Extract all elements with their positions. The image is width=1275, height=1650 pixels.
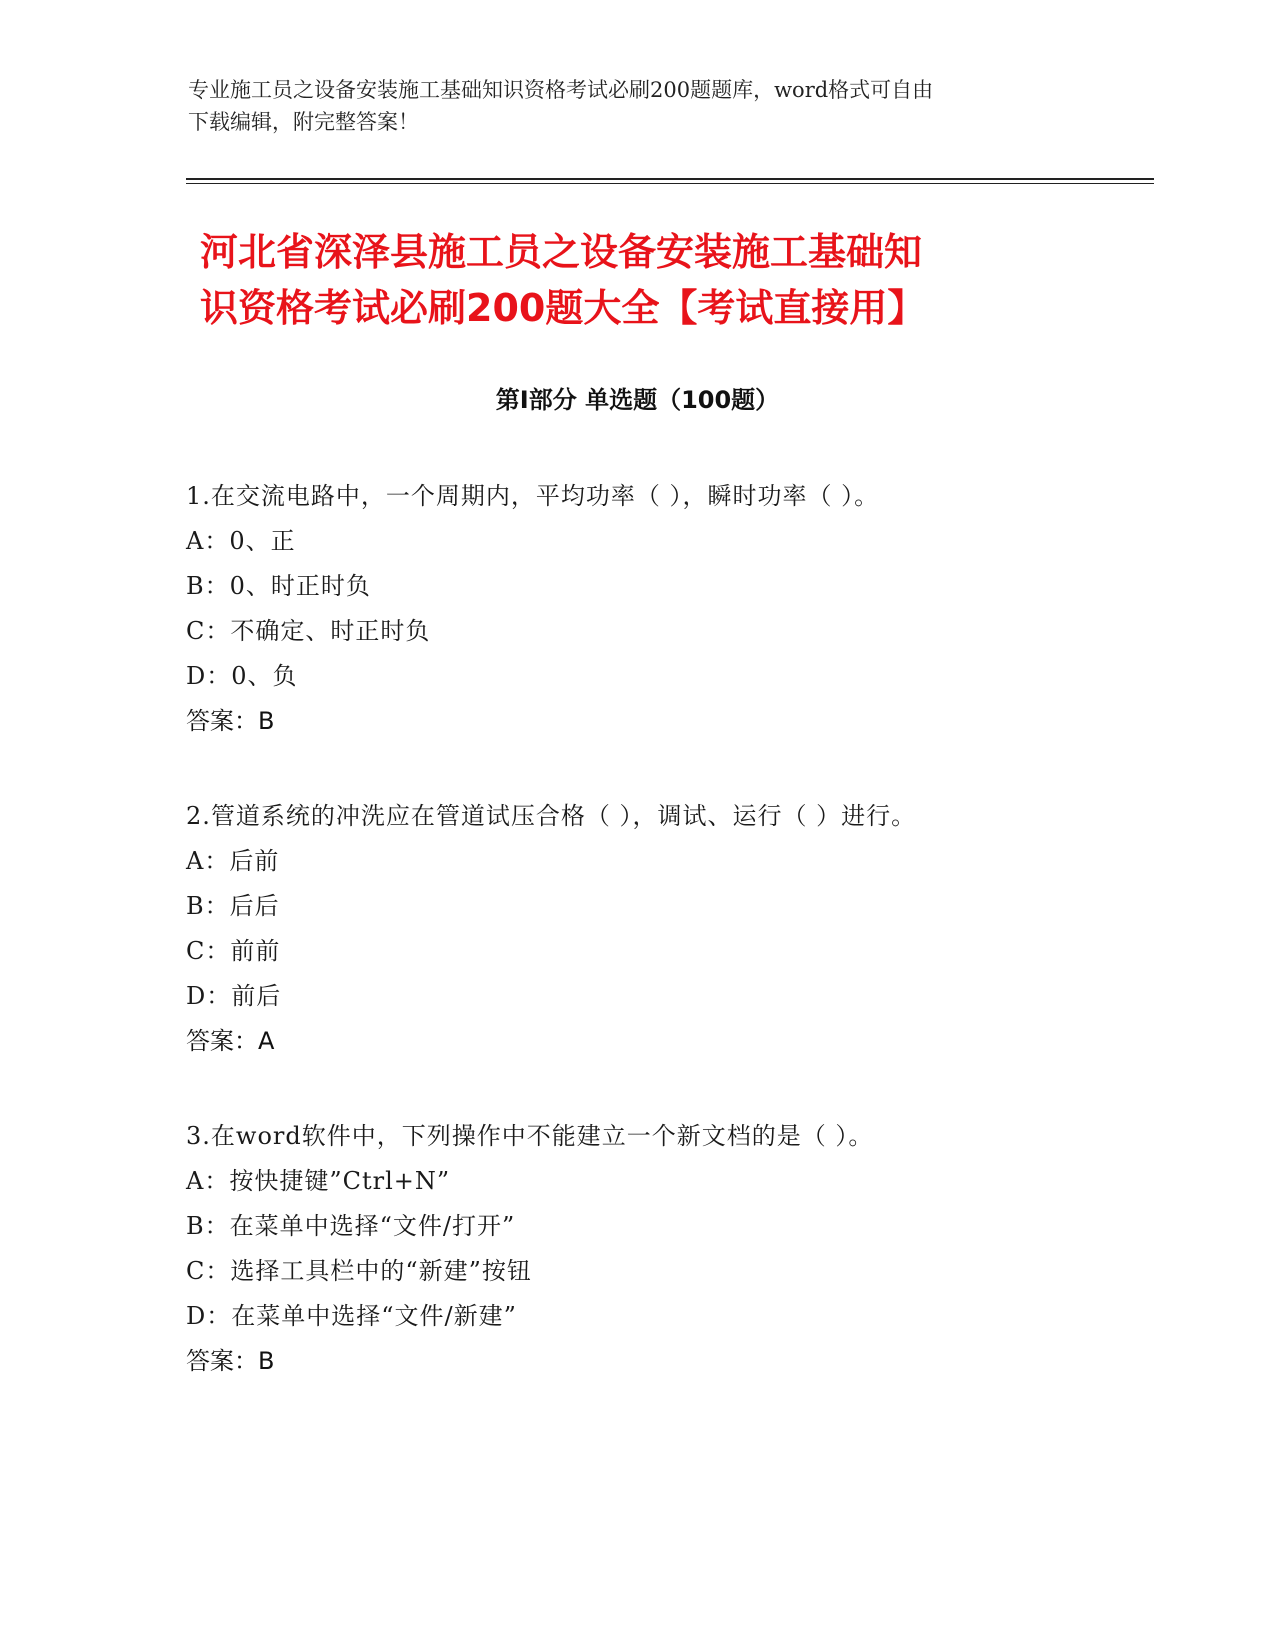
answer: 答案：B bbox=[186, 1347, 275, 1375]
option-c: C：不确定、时正时负 bbox=[186, 617, 431, 645]
header-divider-thin bbox=[186, 183, 1154, 184]
document-title-line-2: 识资格考试必刷200题大全【考试直接用】 bbox=[200, 286, 926, 330]
question-list bbox=[186, 474, 1146, 1434]
answer: 答案：A bbox=[186, 1027, 275, 1055]
option-c: C：选择工具栏中的“新建”按钮 bbox=[186, 1257, 532, 1285]
option-b: B：0、时正时负 bbox=[186, 572, 371, 600]
header-divider-thick bbox=[186, 178, 1154, 180]
option-b: B：在菜单中选择“文件/打开” bbox=[186, 1212, 516, 1240]
question-stem: 3.在word软件中，下列操作中不能建立一个新文档的是（ ）。 bbox=[186, 1122, 874, 1150]
question-stem: 2.管道系统的冲洗应在管道试压合格（ ），调试、运行（ ）进行。 bbox=[186, 802, 917, 830]
document-title bbox=[200, 224, 1160, 336]
option-d: D：0、负 bbox=[186, 662, 298, 690]
question-3 bbox=[186, 1114, 1146, 1384]
option-d: D：前后 bbox=[186, 982, 282, 1010]
header-note bbox=[188, 74, 1088, 138]
option-a: A：按快捷键”Ctrl+N” bbox=[186, 1167, 451, 1195]
document-title-line-1: 河北省深泽县施工员之设备安装施工基础知 bbox=[200, 230, 923, 274]
question-2 bbox=[186, 794, 1146, 1064]
header-note-line-2: 下载编辑，附完整答案！ bbox=[188, 110, 419, 134]
question-stem: 1.在交流电路中，一个周期内，平均功率（ ），瞬时功率（ ）。 bbox=[186, 482, 880, 510]
header-note-line-1: 专业施工员之设备安装施工基础知识资格考试必刷200题题库，word格式可自由 bbox=[188, 78, 934, 102]
option-c: C：前前 bbox=[186, 937, 281, 965]
option-d: D：在菜单中选择“文件/新建” bbox=[186, 1302, 517, 1330]
option-a: A：0、正 bbox=[186, 527, 296, 555]
question-1 bbox=[186, 474, 1146, 744]
option-b: B：后后 bbox=[186, 892, 280, 920]
answer: 答案：B bbox=[186, 707, 275, 735]
section-title: 第Ⅰ部分 单选题（100题） bbox=[495, 386, 780, 414]
option-a: A：后前 bbox=[186, 847, 280, 875]
